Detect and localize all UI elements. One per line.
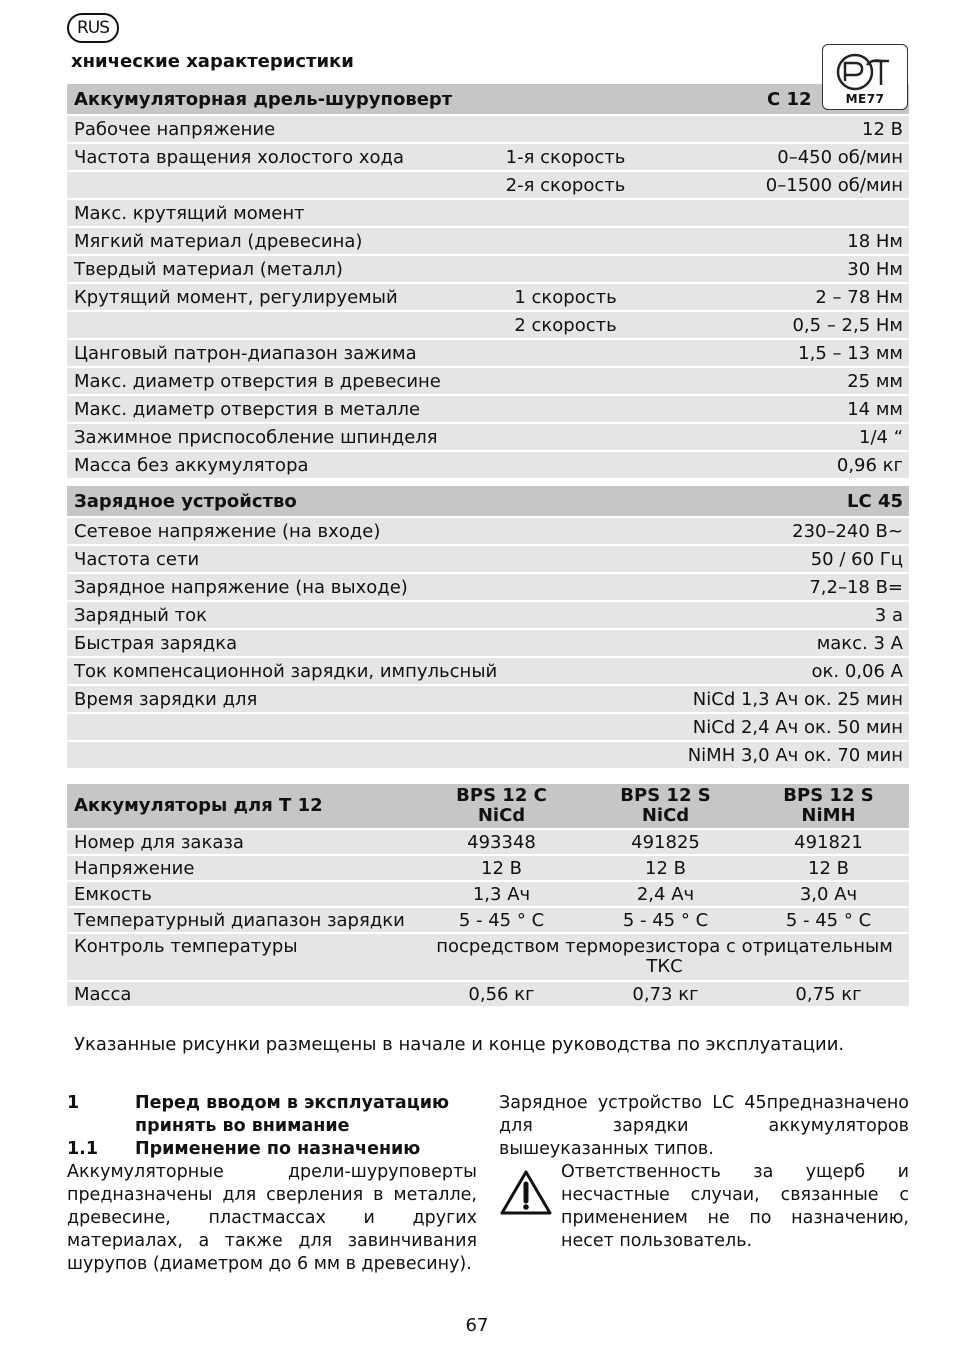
table-row xyxy=(67,340,909,366)
table-cell-speed xyxy=(457,340,673,366)
table-cell-label: Мягкий материал (древесина) xyxy=(67,228,457,254)
battery-table xyxy=(67,782,909,1008)
table-cell-label: Макс. диаметр отверстия в древесине xyxy=(67,368,457,394)
table-cell-speed xyxy=(457,424,673,450)
table-cell-value: 25 мм xyxy=(673,368,909,394)
table-cell-label: Масса xyxy=(67,982,419,1006)
table-row xyxy=(67,574,909,600)
battery-column-header xyxy=(583,784,747,828)
table-cell-label: Масса без аккумулятора xyxy=(67,452,457,478)
certification-mark-icon xyxy=(823,45,909,95)
section-number: 1 xyxy=(67,1093,80,1113)
table-cell-value: 5 - 45 ° C xyxy=(583,908,747,932)
table-row xyxy=(67,630,909,656)
table-cell-label: Ток компенсационной зарядки, импульсный xyxy=(67,658,577,684)
table-cell-label: Емкость xyxy=(67,882,419,906)
table-cell-value: 0,5 – 2,5 Нм xyxy=(673,312,909,338)
section-heading xyxy=(67,1092,477,1138)
table-cell-label: Сетевое напряжение (на входе) xyxy=(67,518,577,544)
drill-spec-table xyxy=(67,82,909,480)
battery-table-title: Аккумуляторы для Т 12 xyxy=(67,784,419,828)
table-cell-label: Твердый материал (металл) xyxy=(67,256,457,282)
subsection-number: 1.1 xyxy=(67,1139,99,1159)
battery-model-name: BPS 12 S xyxy=(620,785,711,806)
table-cell-value: 491821 xyxy=(747,830,909,854)
table-cell-label: Рабочее напряжение xyxy=(67,116,457,142)
table-row xyxy=(67,882,909,906)
table-row xyxy=(67,172,909,198)
battery-mass-row xyxy=(67,982,909,1006)
drill-spec-header xyxy=(67,84,909,114)
table-row xyxy=(67,908,909,932)
charger-spec-title: Зарядное устройство xyxy=(67,486,577,516)
battery-type: NiCd xyxy=(641,805,690,826)
table-cell-value: 3 а xyxy=(577,602,909,628)
charger-paragraph: Зарядное устройство LC 45предназначено для зарядки аккумуляторов вышеуказанных типов. xyxy=(499,1093,909,1159)
left-column xyxy=(67,1092,477,1276)
table-cell-value: 1,5 – 13 мм xyxy=(673,340,909,366)
table-cell-value: 12 В xyxy=(747,856,909,880)
table-cell-value: 2 – 78 Нм xyxy=(673,284,909,310)
table-row xyxy=(67,368,909,394)
table-row xyxy=(67,256,909,282)
table-cell-value: 0,56 кг xyxy=(419,982,583,1006)
figures-note: Указанные рисунки размещены в начале и конце руководства по эксплуатации. xyxy=(74,1034,845,1055)
table-cell-label xyxy=(67,172,457,198)
table-cell-value: NiCd 2,4 Ач ок. 50 мин xyxy=(577,714,909,740)
table-cell-value: 230–240 В~ xyxy=(577,518,909,544)
table-row xyxy=(67,856,909,880)
battery-column-header xyxy=(747,784,909,828)
table-cell-value: 50 / 60 Гц xyxy=(577,546,909,572)
table-cell-value xyxy=(673,200,909,226)
charger-spec-table xyxy=(67,484,909,770)
charger-spec-model: LC 45 xyxy=(577,486,909,516)
battery-column-header xyxy=(419,784,583,828)
section-title: хнические характеристики xyxy=(71,51,354,72)
table-cell-value: NiCd 1,3 Ач ок. 25 мин xyxy=(577,686,909,712)
table-row xyxy=(67,546,909,572)
table-cell-label: Номер для заказа xyxy=(67,830,419,854)
subsection-heading xyxy=(67,1138,477,1161)
table-cell-label: Температурный диапазон зарядки xyxy=(67,908,419,932)
table-cell-value: посредством терморезистора с отрицательным ТКС xyxy=(419,934,909,980)
table-cell-speed: 2 скорость xyxy=(457,312,673,338)
table-cell-value: 12 В xyxy=(583,856,747,880)
table-cell-value: 0,73 кг xyxy=(583,982,747,1006)
table-cell-value: 5 - 45 ° C xyxy=(419,908,583,932)
charger-spec-header xyxy=(67,486,909,516)
table-row xyxy=(67,686,909,712)
intended-use-paragraph: Аккумуляторные дрели-шуруповерты предназначены для сверления в металле, древесине, пластмассах и других материалах, а также для завинчивания шурупов (диаметром до 6 мм в древесину). xyxy=(67,1162,477,1274)
table-cell-label: Крутящий момент, регулируемый xyxy=(67,284,457,310)
table-cell-label: Зарядный ток xyxy=(67,602,577,628)
table-cell-label: Зажимное приспособление шпинделя xyxy=(67,424,457,450)
table-row xyxy=(67,116,909,142)
language-badge: RUS xyxy=(67,13,119,43)
battery-type: NiMH xyxy=(801,805,856,826)
table-cell-value: 0–1500 об/мин xyxy=(673,172,909,198)
table-cell-speed: 1-я скорость xyxy=(457,144,673,170)
right-column xyxy=(499,1092,909,1253)
table-cell-speed xyxy=(457,256,673,282)
table-cell-value: 0–450 об/мин xyxy=(673,144,909,170)
table-cell-value: 18 Нм xyxy=(673,228,909,254)
table-cell-label: Макс. диаметр отверстия в металле xyxy=(67,396,457,422)
table-cell-value: 7,2–18 В= xyxy=(577,574,909,600)
table-cell-speed xyxy=(457,396,673,422)
table-cell-value: 14 мм xyxy=(673,396,909,422)
table-row xyxy=(67,658,909,684)
table-cell-label: Время зарядки для xyxy=(67,686,577,712)
table-cell-value: 3,0 Ач xyxy=(747,882,909,906)
warning-triangle-icon xyxy=(499,1161,561,1253)
table-row xyxy=(67,396,909,422)
table-cell-value: 0,75 кг xyxy=(747,982,909,1006)
table-cell-value: 2,4 Ач xyxy=(583,882,747,906)
table-cell-label xyxy=(67,714,577,740)
table-cell-label xyxy=(67,312,457,338)
table-cell-value: NiMH 3,0 Ач ок. 70 мин xyxy=(577,742,909,768)
table-cell-speed xyxy=(457,228,673,254)
table-cell-value: 493348 xyxy=(419,830,583,854)
certification-code: ME77 xyxy=(845,92,885,106)
table-cell-value: 30 Нм xyxy=(673,256,909,282)
table-cell-speed xyxy=(457,368,673,394)
table-cell-speed xyxy=(457,200,673,226)
table-cell-label: Напряжение xyxy=(67,856,419,880)
table-row xyxy=(67,312,909,338)
table-cell-speed xyxy=(457,452,673,478)
warning-block xyxy=(499,1161,909,1253)
battery-table-header xyxy=(67,784,909,828)
table-row xyxy=(67,742,909,768)
table-cell-label: Зарядное напряжение (на выходе) xyxy=(67,574,577,600)
section-heading-text: Перед вводом в эксплуатацию принять во внимание xyxy=(135,1093,449,1136)
battery-model-name: BPS 12 C xyxy=(456,785,547,806)
battery-type: NiCd xyxy=(477,805,526,826)
table-cell-value: 5 - 45 ° C xyxy=(747,908,909,932)
table-cell-speed: 1 скорость xyxy=(457,284,673,310)
table-cell-label: Быстрая зарядка xyxy=(67,630,577,656)
table-cell-speed: 2-я скорость xyxy=(457,172,673,198)
drill-spec-title: Аккумуляторная дрель-шуруповерт xyxy=(67,84,673,114)
table-row xyxy=(67,602,909,628)
page-number: 67 xyxy=(465,1315,489,1336)
table-row xyxy=(67,228,909,254)
table-row xyxy=(67,144,909,170)
warning-text: Ответственность за ущерб и несчастные случаи, связанные с применением не по назначению, несет пользователь. xyxy=(561,1162,909,1251)
battery-temp-control-row xyxy=(67,934,909,980)
table-row xyxy=(67,200,909,226)
table-row xyxy=(67,284,909,310)
table-row xyxy=(67,518,909,544)
drill-model-label: C 12 xyxy=(767,88,812,110)
table-cell-value: 0,96 кг xyxy=(673,452,909,478)
table-cell-value: 12 В xyxy=(673,116,909,142)
table-cell-label: Контроль температуры xyxy=(67,934,419,980)
table-row xyxy=(67,452,909,478)
table-cell-value: 12 В xyxy=(419,856,583,880)
table-row xyxy=(67,830,909,854)
table-cell-value: 1/4 “ xyxy=(673,424,909,450)
table-cell-label: Частота вращения холостого хода xyxy=(67,144,457,170)
table-cell-label: Частота сети xyxy=(67,546,577,572)
table-cell-speed xyxy=(457,116,673,142)
subsection-heading-text: Применение по назначению xyxy=(135,1139,421,1159)
table-cell-value: 1,3 Ач xyxy=(419,882,583,906)
battery-model-name: BPS 12 S xyxy=(783,785,874,806)
certification-logo xyxy=(822,44,908,110)
table-cell-value: 491825 xyxy=(583,830,747,854)
table-cell-value: макс. 3 А xyxy=(577,630,909,656)
table-cell-label: Цанговый патрон-диапазон зажима xyxy=(67,340,457,366)
table-row xyxy=(67,714,909,740)
table-cell-label: Макс. крутящий момент xyxy=(67,200,457,226)
table-cell-value: ок. 0,06 А xyxy=(577,658,909,684)
table-row xyxy=(67,424,909,450)
table-cell-label xyxy=(67,742,577,768)
